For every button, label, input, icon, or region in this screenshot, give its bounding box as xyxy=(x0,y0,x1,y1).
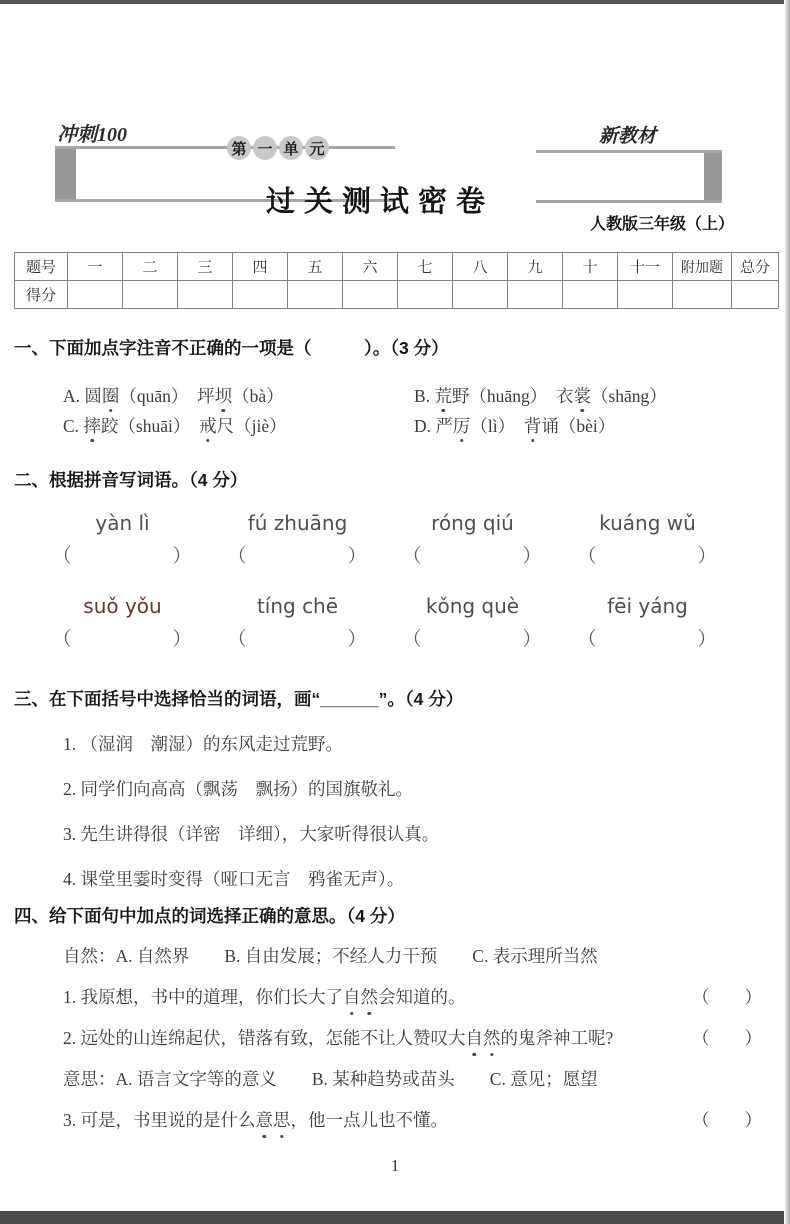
question-4 xyxy=(0,904,790,1134)
unit-badge-char: 元 xyxy=(305,136,329,160)
score-cell xyxy=(178,281,233,309)
score-table xyxy=(14,252,779,309)
score-cell xyxy=(453,281,508,309)
score-table-col-extra: 附加题 xyxy=(673,253,732,281)
answer-blank: （ ） xyxy=(692,987,762,1007)
score-table-col: 一 xyxy=(68,253,123,281)
score-cell xyxy=(673,281,732,309)
pinyin-word: kuáng wǔ xyxy=(599,511,696,535)
score-table-col: 九 xyxy=(508,253,563,281)
score-table-col: 十一 xyxy=(618,253,673,281)
score-cell xyxy=(508,281,563,309)
q3-item-2: 2. 同学们向高高（飘荡 飘扬）的国旗敬礼。 xyxy=(63,779,413,799)
score-row-label: 得分 xyxy=(15,281,68,309)
q4-item-1 xyxy=(63,984,762,1011)
pinyin-word-highlighted: suǒ yǒu xyxy=(83,594,162,618)
question-3-heading: 三、在下面括号中选择恰当的词语，画“______”。（4 分） xyxy=(14,689,464,709)
question-2-heading: 二、根据拼音写词语。（4 分） xyxy=(14,470,248,490)
option-row xyxy=(63,414,762,444)
score-cell xyxy=(68,281,123,309)
sentence-text: 3. 可是，书里说的是什么意思，他一点儿也不懂。 xyxy=(63,1107,448,1134)
score-cell xyxy=(618,281,673,309)
gloss-text: 自然：A. 自然界 B. 自由发展；不经人力干预 C. 表示理所当然 xyxy=(63,946,598,966)
score-table-col: 七 xyxy=(398,253,453,281)
answer-blank: （ ） xyxy=(577,546,718,567)
score-table-col-total: 总分 xyxy=(732,253,779,281)
q4-gloss-yisi xyxy=(63,1066,762,1093)
question-1-heading: 一、下面加点字注音不正确的一项是（ ）。（3 分） xyxy=(14,338,449,358)
score-table-col: 四 xyxy=(233,253,288,281)
answer-blank: （ ） xyxy=(692,1110,762,1130)
unit-badge-char: 单 xyxy=(279,136,303,160)
question-3 xyxy=(0,687,790,892)
score-cell xyxy=(343,281,398,309)
score-table-score-row xyxy=(15,281,779,309)
scan-edge-bottom xyxy=(0,1211,790,1224)
option-b: B. 荒野（huāng） 衣裳（shāng） xyxy=(414,386,667,406)
question-4-body xyxy=(63,943,762,1134)
scan-edge-right xyxy=(784,0,790,1224)
pinyin-word: tíng chē xyxy=(256,594,339,618)
pinyin-word: róng qiú xyxy=(431,511,514,535)
score-table-header-row xyxy=(15,253,779,281)
sentence-text: 2. 远处的山连绵起伏，错落有致，怎能不让人赞叹大自然的鬼斧神工呢? xyxy=(63,1025,613,1052)
score-table-col: 八 xyxy=(453,253,508,281)
answer-blank-row-2 xyxy=(35,621,735,655)
answer-blank: （ ） xyxy=(227,546,368,567)
page-number: 1 xyxy=(390,1156,400,1175)
banner-right-endcap xyxy=(704,153,722,200)
paper-header xyxy=(0,0,790,252)
question-4-heading: 四、给下面句中加点的词选择正确的意思。（4 分） xyxy=(14,906,405,926)
score-table-col: 六 xyxy=(343,253,398,281)
score-cell xyxy=(123,281,178,309)
answer-blank-row-1 xyxy=(35,538,735,572)
option-row xyxy=(63,384,762,414)
textbook-subtitle: 人教版三年级（上） xyxy=(589,216,734,233)
question-2 xyxy=(0,468,790,655)
answer-blank: （ ） xyxy=(402,546,543,567)
answer-blank: （ ） xyxy=(577,629,718,650)
q3-item-1: 1. （湿润 潮湿）的东风走过荒野。 xyxy=(63,734,343,754)
pinyin-word: fú zhuāng xyxy=(247,511,348,535)
option-c: C. 摔跤（shuāi） 戒尺（jiè） xyxy=(63,416,287,436)
banner-left-endcap xyxy=(55,149,76,199)
score-cell xyxy=(288,281,343,309)
sentence-text: 1. 我原想，书中的道理，你们长大了自然会知道的。 xyxy=(63,984,466,1011)
q4-item-2 xyxy=(63,1025,762,1052)
gloss-text: 意思：A. 语言文字等的意义 B. 某种趋势或苗头 C. 意见；愿望 xyxy=(63,1069,598,1089)
edition-label: 新教材 xyxy=(599,126,657,147)
answer-blank: （ ） xyxy=(402,629,543,650)
unit-badge xyxy=(227,136,329,160)
unit-badge-char: 一 xyxy=(253,136,277,160)
answer-blank: （ ） xyxy=(227,629,368,650)
pinyin-row-2 xyxy=(35,572,735,621)
q4-gloss-ziran xyxy=(63,943,762,970)
score-table-header-label: 题号 xyxy=(15,253,68,281)
page-title: 过关测试密卷 xyxy=(266,186,495,219)
score-table-col: 二 xyxy=(123,253,178,281)
q3-item-4: 4. 课堂里霎时变得（哑口无言 鸦雀无声）。 xyxy=(63,869,405,889)
unit-badge-char: 第 xyxy=(227,136,251,160)
option-a: A. 圆圈（quān） 坪坝（bà） xyxy=(63,386,284,406)
pinyin-word: kǒng què xyxy=(425,594,520,618)
option-d: D. 严厉（lì） 背诵（bèi） xyxy=(414,416,616,436)
banner-right xyxy=(536,150,722,203)
pinyin-row-1 xyxy=(35,493,735,538)
question-1-options xyxy=(63,384,762,444)
answer-blank: （ ） xyxy=(52,629,193,650)
brand-logo: 冲刺100 xyxy=(57,124,127,146)
pinyin-word: fēi yáng xyxy=(607,594,688,618)
score-cell xyxy=(563,281,618,309)
score-table-col: 三 xyxy=(178,253,233,281)
question-1 xyxy=(0,336,790,444)
score-cell xyxy=(732,281,779,309)
q3-item-3: 3. 先生讲得很（详密 详细），大家听得很认真。 xyxy=(63,824,440,844)
score-table-col: 五 xyxy=(288,253,343,281)
answer-blank: （ ） xyxy=(692,1028,762,1048)
answer-blank: （ ） xyxy=(52,546,193,567)
pinyin-word: yàn lì xyxy=(95,511,150,535)
score-cell xyxy=(398,281,453,309)
score-cell xyxy=(233,281,288,309)
question-3-items xyxy=(63,732,790,892)
score-table-col: 十 xyxy=(563,253,618,281)
q4-item-3 xyxy=(63,1107,762,1134)
